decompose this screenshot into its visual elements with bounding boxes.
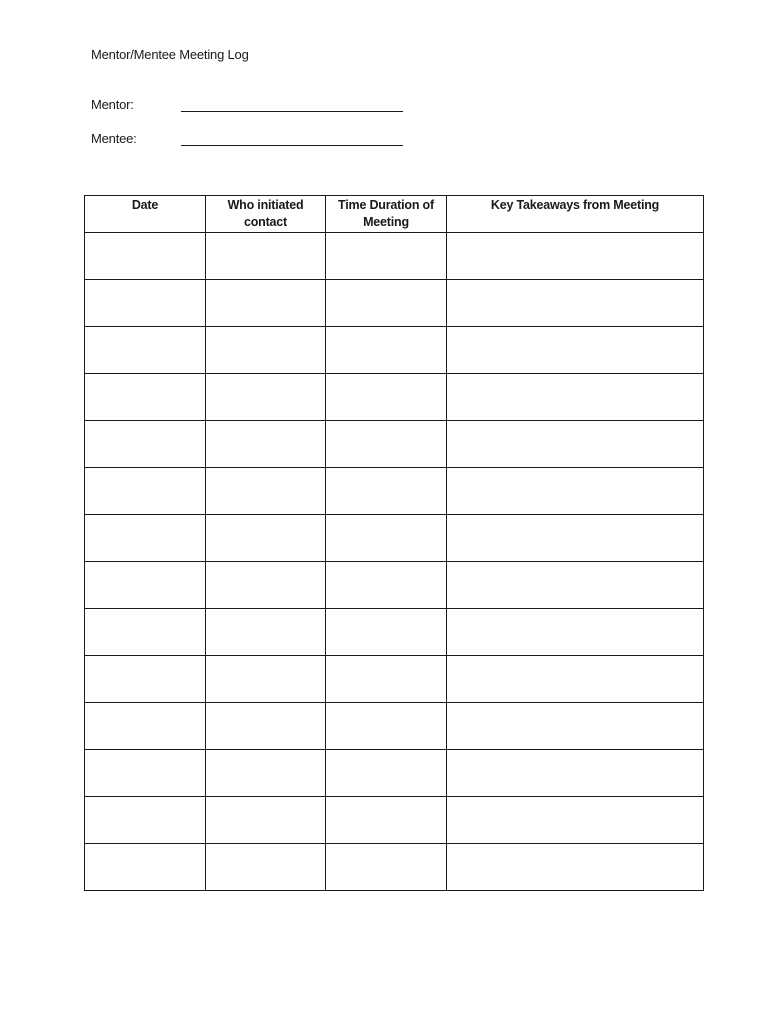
key-takeaways-cell[interactable] bbox=[447, 656, 704, 703]
document-title: Mentor/Mentee Meeting Log bbox=[91, 47, 249, 62]
time-duration-cell[interactable] bbox=[326, 797, 447, 844]
date-cell[interactable] bbox=[85, 515, 206, 562]
key-takeaways-cell[interactable] bbox=[447, 844, 704, 891]
date-cell[interactable] bbox=[85, 468, 206, 515]
time-duration-cell[interactable] bbox=[326, 515, 447, 562]
who-initiated-cell[interactable] bbox=[206, 374, 326, 421]
who-initiated-cell[interactable] bbox=[206, 562, 326, 609]
date-cell[interactable] bbox=[85, 280, 206, 327]
header-time-duration: Time Duration of Meeting bbox=[326, 196, 447, 233]
key-takeaways-cell[interactable] bbox=[447, 750, 704, 797]
table-row bbox=[85, 421, 704, 468]
mentee-blank-line[interactable] bbox=[181, 145, 403, 146]
key-takeaways-cell[interactable] bbox=[447, 280, 704, 327]
mentor-label: Mentor: bbox=[91, 97, 134, 112]
mentor-blank-line[interactable] bbox=[181, 111, 403, 112]
date-cell[interactable] bbox=[85, 374, 206, 421]
who-initiated-cell[interactable] bbox=[206, 280, 326, 327]
table-row bbox=[85, 562, 704, 609]
header-date: Date bbox=[85, 196, 206, 233]
date-cell[interactable] bbox=[85, 750, 206, 797]
date-cell[interactable] bbox=[85, 327, 206, 374]
date-cell[interactable] bbox=[85, 797, 206, 844]
table-row bbox=[85, 844, 704, 891]
key-takeaways-cell[interactable] bbox=[447, 421, 704, 468]
table-header-row bbox=[85, 196, 704, 233]
table-body bbox=[85, 233, 704, 891]
time-duration-cell[interactable] bbox=[326, 562, 447, 609]
table-row bbox=[85, 374, 704, 421]
time-duration-cell[interactable] bbox=[326, 656, 447, 703]
date-cell[interactable] bbox=[85, 703, 206, 750]
time-duration-cell[interactable] bbox=[326, 844, 447, 891]
date-cell[interactable] bbox=[85, 421, 206, 468]
time-duration-cell[interactable] bbox=[326, 421, 447, 468]
key-takeaways-cell[interactable] bbox=[447, 374, 704, 421]
time-duration-cell[interactable] bbox=[326, 468, 447, 515]
table-row bbox=[85, 609, 704, 656]
date-cell[interactable] bbox=[85, 609, 206, 656]
time-duration-cell[interactable] bbox=[326, 750, 447, 797]
time-duration-cell[interactable] bbox=[326, 233, 447, 280]
table-row bbox=[85, 468, 704, 515]
table-row bbox=[85, 703, 704, 750]
who-initiated-cell[interactable] bbox=[206, 609, 326, 656]
date-cell[interactable] bbox=[85, 656, 206, 703]
table-row bbox=[85, 750, 704, 797]
date-cell[interactable] bbox=[85, 844, 206, 891]
who-initiated-cell[interactable] bbox=[206, 468, 326, 515]
key-takeaways-cell[interactable] bbox=[447, 562, 704, 609]
mentor-field bbox=[91, 97, 411, 117]
header-key-takeaways: Key Takeaways from Meeting bbox=[447, 196, 704, 233]
meeting-log-table bbox=[84, 195, 704, 891]
who-initiated-cell[interactable] bbox=[206, 515, 326, 562]
who-initiated-cell[interactable] bbox=[206, 797, 326, 844]
key-takeaways-cell[interactable] bbox=[447, 468, 704, 515]
table-row bbox=[85, 797, 704, 844]
table-row bbox=[85, 327, 704, 374]
who-initiated-cell[interactable] bbox=[206, 750, 326, 797]
table-row bbox=[85, 656, 704, 703]
key-takeaways-cell[interactable] bbox=[447, 515, 704, 562]
time-duration-cell[interactable] bbox=[326, 703, 447, 750]
time-duration-cell[interactable] bbox=[326, 280, 447, 327]
table-row bbox=[85, 515, 704, 562]
key-takeaways-cell[interactable] bbox=[447, 327, 704, 374]
time-duration-cell[interactable] bbox=[326, 609, 447, 656]
header-who-initiated: Who initiated contact bbox=[206, 196, 326, 233]
mentee-label: Mentee: bbox=[91, 131, 137, 146]
who-initiated-cell[interactable] bbox=[206, 233, 326, 280]
date-cell[interactable] bbox=[85, 562, 206, 609]
key-takeaways-cell[interactable] bbox=[447, 703, 704, 750]
key-takeaways-cell[interactable] bbox=[447, 609, 704, 656]
date-cell[interactable] bbox=[85, 233, 206, 280]
key-takeaways-cell[interactable] bbox=[447, 233, 704, 280]
mentee-field bbox=[91, 131, 411, 151]
table-row bbox=[85, 280, 704, 327]
key-takeaways-cell[interactable] bbox=[447, 797, 704, 844]
time-duration-cell[interactable] bbox=[326, 374, 447, 421]
who-initiated-cell[interactable] bbox=[206, 703, 326, 750]
who-initiated-cell[interactable] bbox=[206, 656, 326, 703]
who-initiated-cell[interactable] bbox=[206, 844, 326, 891]
who-initiated-cell[interactable] bbox=[206, 327, 326, 374]
time-duration-cell[interactable] bbox=[326, 327, 447, 374]
who-initiated-cell[interactable] bbox=[206, 421, 326, 468]
table-row bbox=[85, 233, 704, 280]
